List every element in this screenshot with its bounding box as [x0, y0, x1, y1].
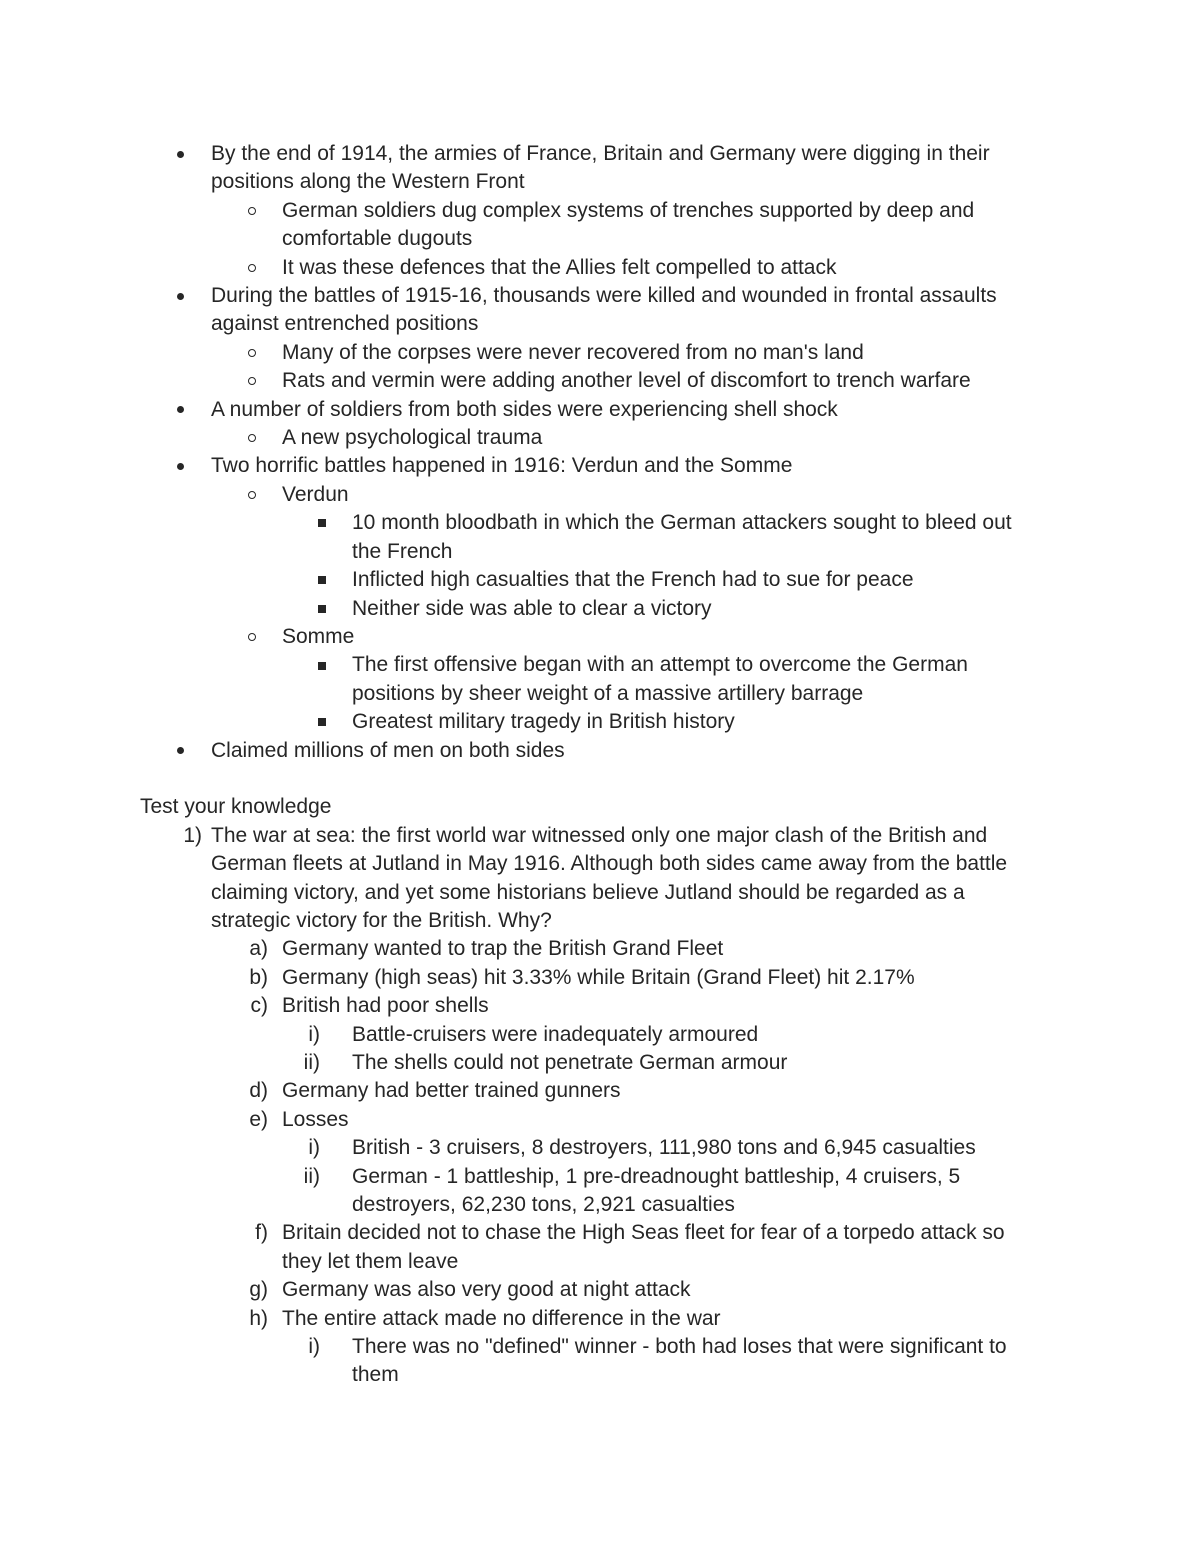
list-item-text: By the end of 1914, the armies of France, Britain and Germany were digging in their positions along the Western Front: [211, 142, 990, 194]
list-item-text: A number of soldiers from both sides were experiencing shell shock: [211, 397, 838, 421]
list-roman: ii): [303, 1164, 320, 1188]
list-item-text: A new psychological trauma: [282, 426, 543, 450]
list-item: [140, 367, 1040, 395]
list-item-text: During the battles of 1915-16, thousands were killed and wounded in frontal assaults against entrenched positions: [211, 284, 997, 336]
list-letter: h): [249, 1306, 268, 1330]
list-letter: g): [249, 1278, 268, 1302]
answer-text: German - 1 battleship, 1 pre-dreadnought battleship, 4 cruisers, 5 destroyers, 62,230 tons, 2,921 casualties: [352, 1164, 961, 1217]
circle-bullet-icon: [242, 424, 262, 452]
bullet-icon: [170, 282, 190, 310]
answer-text: Britain decided not to chase the High Seas fleet for fear of a torpedo attack so they let them leave: [282, 1221, 1005, 1273]
list-item: [140, 481, 1040, 509]
list-item: [140, 424, 1040, 452]
list-letter: e): [249, 1107, 268, 1131]
list-item-text: Many of the corpses were never recovered from no man's land: [282, 340, 864, 364]
bullet-icon: [170, 140, 190, 168]
answer-item: [140, 1106, 1040, 1134]
list-item: [140, 509, 1040, 566]
answer-text: The shells could not penetrate German armour: [352, 1050, 788, 1074]
circle-bullet-icon: [242, 197, 262, 225]
square-bullet-icon: [312, 708, 332, 736]
list-roman: i): [308, 1022, 320, 1046]
bullet-icon: [170, 452, 190, 480]
list-roman: i): [308, 1335, 320, 1359]
answer-text: Germany had better trained gunners: [282, 1079, 621, 1103]
answer-subitem: [140, 1049, 1040, 1077]
square-bullet-icon: [312, 566, 332, 594]
answer-text: Germany (high seas) hit 3.33% while Britain (Grand Fleet) hit 2.17%: [282, 965, 915, 989]
circle-bullet-icon: [242, 367, 262, 395]
blank-line: [140, 765, 1040, 793]
list-item-text: Rats and vermin were adding another level of discomfort to trench warfare: [282, 369, 971, 393]
answer-text: The entire attack made no difference in the war: [282, 1306, 721, 1330]
list-letter: c): [250, 994, 268, 1018]
list-item: [140, 140, 1040, 197]
list-item-text: 10 month bloodbath in which the German attackers sought to bleed out the French: [352, 511, 1012, 563]
list-letter: f): [255, 1221, 268, 1245]
list-item: [140, 595, 1040, 623]
section-heading: Test your knowledge: [140, 795, 332, 819]
list-item-text: Somme: [282, 624, 355, 648]
answer-subitem: [140, 1134, 1040, 1162]
bullet-icon: [170, 737, 190, 765]
list-letter: a): [249, 937, 268, 961]
question-item: [140, 822, 1040, 936]
list-item-text: Greatest military tragedy in British history: [352, 710, 735, 734]
list-item: [140, 339, 1040, 367]
list-item-text: Two horrific battles happened in 1916: Verdun and the Somme: [211, 454, 793, 478]
question-text: The war at sea: the first world war witnessed only one major clash of the British and German fleets at Jutland in May 1916. Although both sides came away from the battle claiming victory, and yet some historians believe Jutland should be regarded as a strategic victory for the British. Why?: [211, 823, 1008, 932]
list-number: 1): [183, 823, 202, 847]
circle-bullet-icon: [242, 481, 262, 509]
square-bullet-icon: [312, 651, 332, 679]
answer-item: [140, 1219, 1040, 1276]
list-item: [140, 452, 1040, 480]
list-item: [140, 254, 1040, 282]
bullet-icon: [170, 396, 190, 424]
list-item: [140, 737, 1040, 765]
answer-text: British had poor shells: [282, 994, 489, 1018]
answer-item: [140, 1305, 1040, 1333]
list-item: [140, 566, 1040, 594]
list-roman: i): [308, 1136, 320, 1160]
list-item-text: The first offensive began with an attempt to overcome the German positions by sheer weight of a massive artillery barrage: [352, 653, 968, 705]
answer-item: [140, 1276, 1040, 1304]
list-item-text: Inflicted high casualties that the French had to sue for peace: [352, 568, 914, 592]
document-content: [140, 140, 1040, 1390]
answer-item: [140, 1077, 1040, 1105]
list-item: [140, 708, 1040, 736]
list-item-text: Claimed millions of men on both sides: [211, 738, 565, 762]
circle-bullet-icon: [242, 254, 262, 282]
answer-text: There was no "defined" winner - both had loses that were significant to them: [352, 1335, 1007, 1387]
list-item: [140, 282, 1040, 339]
answer-text: British - 3 cruisers, 8 destroyers, 111,980 tons and 6,945 casualties: [352, 1136, 976, 1160]
answer-text: Battle-cruisers were inadequately armoured: [352, 1022, 759, 1046]
answer-item: [140, 964, 1040, 992]
list-roman: ii): [303, 1050, 320, 1074]
list-item: [140, 623, 1040, 651]
answer-text: Germany wanted to trap the British Grand Fleet: [282, 937, 724, 961]
list-item: [140, 396, 1040, 424]
list-item-text: Neither side was able to clear a victory: [352, 596, 712, 620]
list-letter: b): [249, 965, 268, 989]
list-item: [140, 651, 1040, 708]
square-bullet-icon: [312, 509, 332, 537]
answer-text: Germany was also very good at night attack: [282, 1278, 691, 1302]
answer-subitem: [140, 1333, 1040, 1390]
answer-item: [140, 935, 1040, 963]
list-item-text: German soldiers dug complex systems of trenches supported by deep and comfortable dugouts: [282, 198, 975, 251]
square-bullet-icon: [312, 595, 332, 623]
list-item-text: It was these defences that the Allies felt compelled to attack: [282, 255, 837, 279]
list-letter: d): [249, 1079, 268, 1103]
answer-text: Losses: [282, 1107, 349, 1131]
circle-bullet-icon: [242, 339, 262, 367]
circle-bullet-icon: [242, 623, 262, 651]
answer-subitem: [140, 1163, 1040, 1220]
answer-item: [140, 992, 1040, 1020]
answer-subitem: [140, 1021, 1040, 1049]
list-item: [140, 197, 1040, 254]
list-item-text: Verdun: [282, 482, 349, 506]
